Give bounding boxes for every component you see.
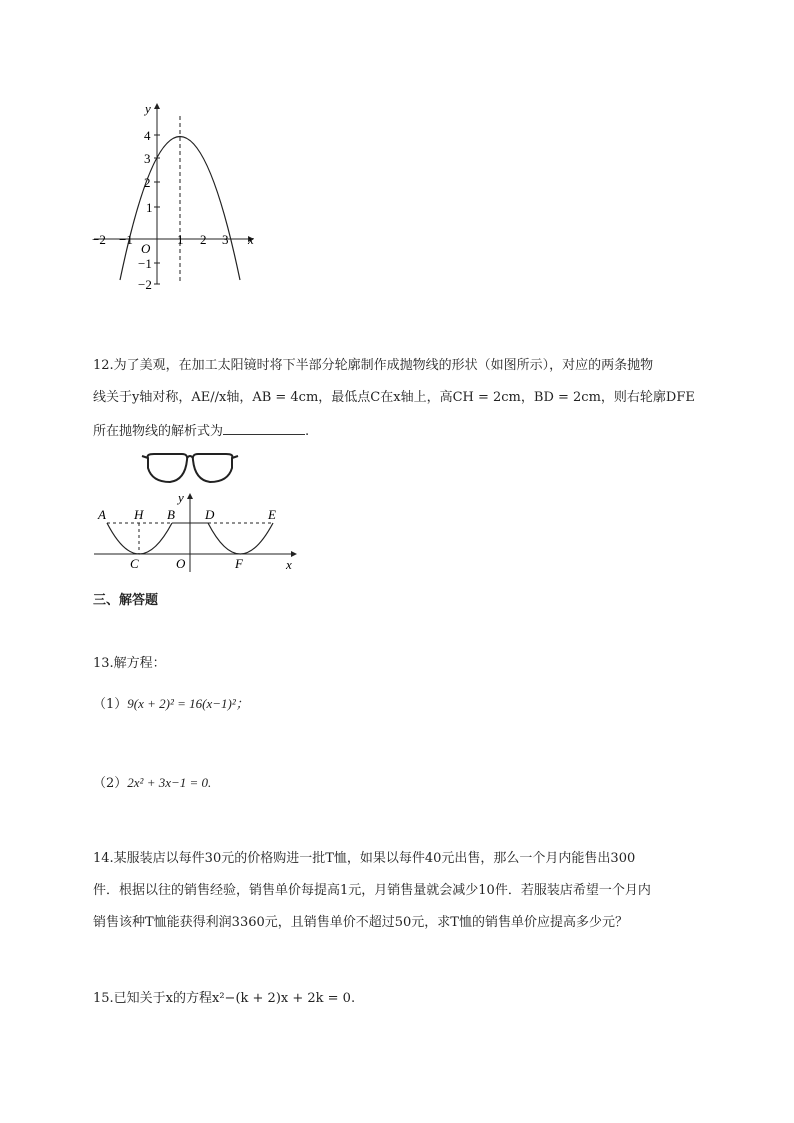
label-D: D: [205, 507, 215, 522]
q14-line1: 14.某服装店以每件30元的价格购进一批T恤，如果以每件40元出售，那么一个月内能售出300: [93, 851, 636, 866]
q14-line3: 销售该种T恤能获得利润3360元，且销售单价不超过50元，求T恤的销售单价应提高多少元？: [93, 915, 628, 930]
y-tick: 1: [146, 200, 153, 215]
q13-part1-expr: 9(x + 2)² = 16(x−1)²；: [127, 696, 249, 711]
x-tick: 3: [222, 232, 229, 247]
label-C: C: [130, 556, 139, 571]
sunglasses-illustration: [140, 450, 240, 490]
q12-line2: 线关于y轴对称，AE//x轴，AB = 4cm，最低点C在x轴上，高CH = 2cm，BD = 2cm，则右轮廓DFE: [93, 390, 695, 405]
q13-part2: [93, 775, 211, 792]
q13-part2-expr: 2x² + 3x−1 = 0.: [127, 775, 212, 790]
answer-blank[interactable]: [223, 422, 305, 435]
y-tick: 3: [144, 151, 151, 166]
label-H: H: [134, 507, 144, 522]
two-parabolas-graph: [90, 488, 302, 572]
right-parabola: [208, 523, 273, 554]
q12-line3-suffix: .: [305, 424, 310, 439]
y-axis-label: y: [145, 101, 151, 116]
label-A: A: [98, 507, 106, 522]
label-O: O: [176, 556, 186, 571]
parabola-graph: [88, 98, 268, 298]
label-y: y: [178, 490, 184, 505]
q15-line1: 15.已知关于x的方程x²−(k + 2)x + 2k = 0.: [93, 991, 356, 1006]
x-axis-label: x: [248, 232, 254, 247]
q13-part2-num: （2）: [93, 776, 128, 791]
x-tick: −1: [119, 232, 133, 247]
label-F: F: [235, 556, 243, 571]
q12-line3: [93, 422, 309, 440]
q13-title: 13.解方程：: [93, 656, 166, 671]
section-title: 三、解答题: [93, 593, 159, 608]
label-x: x: [286, 557, 292, 572]
x-tick: 1: [177, 232, 184, 247]
q14-line2: 件．根据以往的销售经验，销售单价每提高1元，月销售量就会减少10件．若服装店希望一个月内: [93, 883, 651, 898]
q12-line1: 12.为了美观，在加工太阳镜时将下半部分轮廓制作成抛物线的形状（如图所示），对应的两条抛物: [93, 358, 654, 373]
label-E: E: [268, 507, 276, 522]
x-tick: 2: [200, 232, 207, 247]
y-tick: 2: [144, 175, 151, 190]
q13-part1-num: （1）: [93, 697, 128, 712]
y-tick: 4: [144, 128, 151, 143]
q12-line3-prefix: 所在抛物线的解析式为: [93, 424, 224, 439]
q13-part1: [93, 696, 249, 713]
x-tick: −2: [92, 232, 106, 247]
y-tick: −1: [138, 256, 152, 271]
origin-label: O: [141, 241, 151, 256]
label-B: B: [167, 507, 175, 522]
y-tick: −2: [138, 277, 152, 292]
